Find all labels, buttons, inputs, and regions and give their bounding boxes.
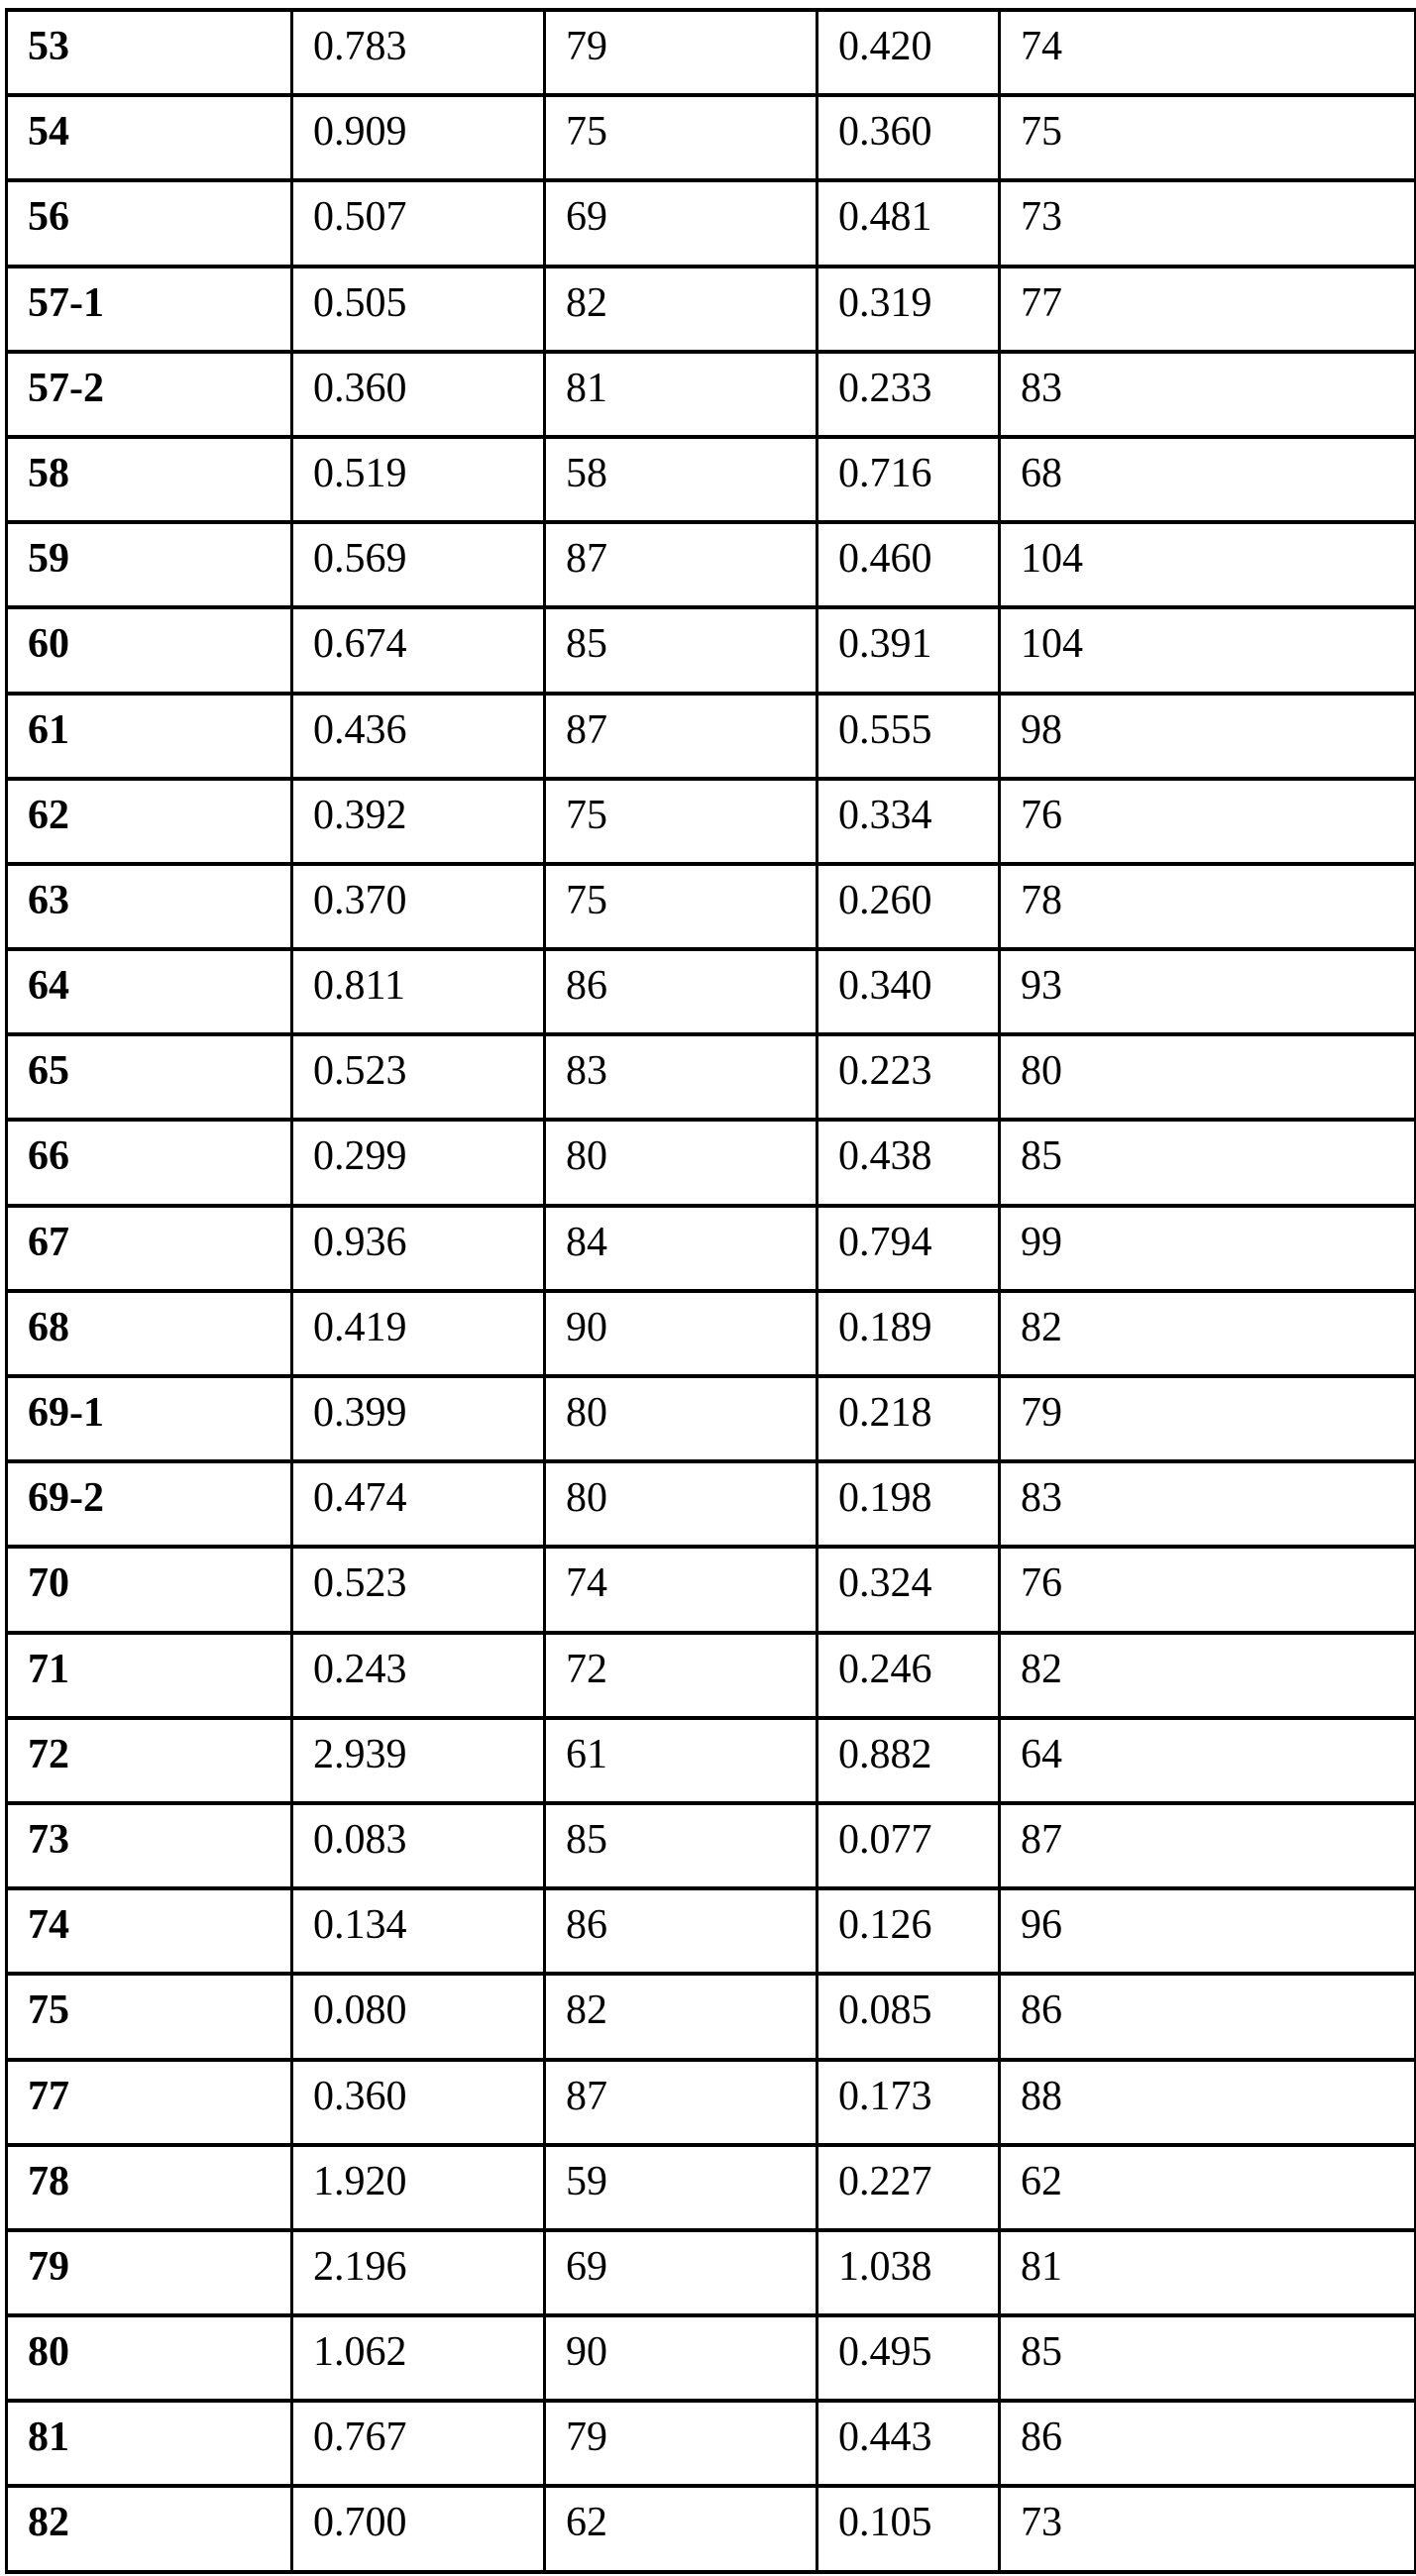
value-cell: 2.939 [292, 1718, 545, 1803]
row-id-cell: 81 [7, 2401, 292, 2486]
row-id-cell: 56 [7, 180, 292, 266]
value-cell: 85 [545, 1803, 817, 1888]
row-id-cell: 58 [7, 437, 292, 522]
value-cell: 69 [545, 180, 817, 266]
value-cell: 0.080 [292, 1974, 545, 2059]
value-cell: 90 [545, 1291, 817, 1376]
table-row [7, 1291, 1416, 1376]
value-cell: 80 [545, 1376, 817, 1461]
value-cell: 0.495 [817, 2315, 1000, 2401]
value-cell: 0.438 [817, 1120, 1000, 1205]
value-cell: 0.360 [817, 95, 1000, 180]
value-cell: 78 [1000, 864, 1416, 949]
value-cell: 0.246 [817, 1633, 1000, 1718]
table-row [7, 437, 1416, 522]
table-row [7, 1803, 1416, 1888]
value-cell: 82 [545, 267, 817, 352]
row-id-cell: 60 [7, 607, 292, 693]
value-cell: 0.419 [292, 1291, 545, 1376]
value-cell: 0.519 [292, 437, 545, 522]
value-cell: 80 [545, 1120, 817, 1205]
row-id-cell: 65 [7, 1034, 292, 1120]
row-id-cell: 57-2 [7, 352, 292, 437]
table-row [7, 1034, 1416, 1120]
value-cell: 73 [1000, 2486, 1416, 2572]
value-cell: 86 [1000, 1974, 1416, 2059]
row-id-cell: 69-2 [7, 1461, 292, 1547]
value-cell: 88 [1000, 2060, 1416, 2145]
row-id-cell: 62 [7, 779, 292, 864]
value-cell: 86 [1000, 2401, 1416, 2486]
value-cell: 64 [1000, 1718, 1416, 1803]
value-cell: 0.794 [817, 1206, 1000, 1291]
value-cell: 0.909 [292, 95, 545, 180]
value-cell: 84 [545, 1206, 817, 1291]
table-row [7, 2315, 1416, 2401]
value-cell: 0.077 [817, 1803, 1000, 1888]
value-cell: 82 [1000, 1633, 1416, 1718]
row-id-cell: 79 [7, 2230, 292, 2315]
value-cell: 0.189 [817, 1291, 1000, 1376]
value-cell: 0.555 [817, 694, 1000, 779]
value-cell: 72 [545, 1633, 817, 1718]
value-cell: 86 [545, 949, 817, 1034]
value-cell: 90 [545, 2315, 817, 2401]
value-cell: 96 [1000, 1888, 1416, 1974]
value-cell: 0.716 [817, 437, 1000, 522]
value-cell: 0.233 [817, 352, 1000, 437]
value-cell: 0.198 [817, 1461, 1000, 1547]
value-cell: 87 [1000, 1803, 1416, 1888]
row-id-cell: 71 [7, 1633, 292, 1718]
row-id-cell: 77 [7, 2060, 292, 2145]
value-cell: 73 [1000, 180, 1416, 266]
value-cell: 85 [1000, 2315, 1416, 2401]
value-cell: 104 [1000, 607, 1416, 693]
value-cell: 0.936 [292, 1206, 545, 1291]
table-row [7, 607, 1416, 693]
value-cell: 0.474 [292, 1461, 545, 1547]
table-row [7, 2486, 1416, 2572]
value-cell: 0.360 [292, 352, 545, 437]
value-cell: 0.334 [817, 779, 1000, 864]
value-cell: 0.243 [292, 1633, 545, 1718]
value-cell: 2.196 [292, 2230, 545, 2315]
value-cell: 74 [545, 1547, 817, 1632]
data-table [5, 8, 1416, 2574]
value-cell: 104 [1000, 522, 1416, 607]
value-cell: 87 [545, 694, 817, 779]
value-cell: 0.505 [292, 267, 545, 352]
value-cell: 0.340 [817, 949, 1000, 1034]
value-cell: 0.218 [817, 1376, 1000, 1461]
value-cell: 75 [1000, 95, 1416, 180]
table-row [7, 1547, 1416, 1632]
value-cell: 0.083 [292, 1803, 545, 1888]
row-id-cell: 53 [7, 10, 292, 95]
value-cell: 76 [1000, 1547, 1416, 1632]
table-row [7, 180, 1416, 266]
table-row [7, 95, 1416, 180]
value-cell: 0.173 [817, 2060, 1000, 2145]
table-row [7, 522, 1416, 607]
value-cell: 79 [1000, 1376, 1416, 1461]
table-row [7, 352, 1416, 437]
value-cell: 0.391 [817, 607, 1000, 693]
row-id-cell: 57-1 [7, 267, 292, 352]
table-row [7, 1206, 1416, 1291]
table-row [7, 1120, 1416, 1205]
value-cell: 0.481 [817, 180, 1000, 266]
value-cell: 85 [545, 607, 817, 693]
row-id-cell: 74 [7, 1888, 292, 1974]
table-row [7, 1718, 1416, 1803]
value-cell: 0.319 [817, 267, 1000, 352]
value-cell: 0.783 [292, 10, 545, 95]
row-id-cell: 80 [7, 2315, 292, 2401]
value-cell: 0.370 [292, 864, 545, 949]
value-cell: 62 [545, 2486, 817, 2572]
value-cell: 80 [545, 1461, 817, 1547]
value-cell: 0.569 [292, 522, 545, 607]
value-cell: 82 [545, 1974, 817, 2059]
value-cell: 0.399 [292, 1376, 545, 1461]
value-cell: 79 [545, 2401, 817, 2486]
value-cell: 87 [545, 522, 817, 607]
value-cell: 0.134 [292, 1888, 545, 1974]
value-cell: 85 [1000, 1120, 1416, 1205]
value-cell: 80 [1000, 1034, 1416, 1120]
value-cell: 86 [545, 1888, 817, 1974]
value-cell: 83 [545, 1034, 817, 1120]
row-id-cell: 70 [7, 1547, 292, 1632]
table-row [7, 2230, 1416, 2315]
row-id-cell: 68 [7, 1291, 292, 1376]
value-cell: 0.460 [817, 522, 1000, 607]
value-cell: 0.227 [817, 2145, 1000, 2230]
row-id-cell: 61 [7, 694, 292, 779]
row-id-cell: 59 [7, 522, 292, 607]
value-cell: 61 [545, 1718, 817, 1803]
value-cell: 0.105 [817, 2486, 1000, 2572]
table-row [7, 1461, 1416, 1547]
value-cell: 87 [545, 2060, 817, 2145]
row-id-cell: 63 [7, 864, 292, 949]
row-id-cell: 66 [7, 1120, 292, 1205]
table-row [7, 10, 1416, 95]
row-id-cell: 64 [7, 949, 292, 1034]
row-id-cell: 69-1 [7, 1376, 292, 1461]
value-cell: 0.085 [817, 1974, 1000, 2059]
value-cell: 75 [545, 779, 817, 864]
table-row [7, 694, 1416, 779]
value-cell: 69 [545, 2230, 817, 2315]
row-id-cell: 73 [7, 1803, 292, 1888]
value-cell: 58 [545, 437, 817, 522]
value-cell: 76 [1000, 779, 1416, 864]
value-cell: 0.674 [292, 607, 545, 693]
table-body [7, 10, 1416, 2572]
value-cell: 79 [545, 10, 817, 95]
value-cell: 0.700 [292, 2486, 545, 2572]
table-row [7, 779, 1416, 864]
table-row [7, 2145, 1416, 2230]
value-cell: 1.920 [292, 2145, 545, 2230]
value-cell: 0.523 [292, 1547, 545, 1632]
table-row [7, 1974, 1416, 2059]
row-id-cell: 78 [7, 2145, 292, 2230]
value-cell: 93 [1000, 949, 1416, 1034]
value-cell: 0.443 [817, 2401, 1000, 2486]
value-cell: 81 [545, 352, 817, 437]
table-row [7, 2060, 1416, 2145]
value-cell: 0.324 [817, 1547, 1000, 1632]
table-row [7, 864, 1416, 949]
table-row [7, 1633, 1416, 1718]
value-cell: 0.392 [292, 779, 545, 864]
value-cell: 98 [1000, 694, 1416, 779]
row-id-cell: 82 [7, 2486, 292, 2572]
value-cell: 77 [1000, 267, 1416, 352]
row-id-cell: 75 [7, 1974, 292, 2059]
value-cell: 74 [1000, 10, 1416, 95]
value-cell: 1.038 [817, 2230, 1000, 2315]
value-cell: 99 [1000, 1206, 1416, 1291]
table-row [7, 1376, 1416, 1461]
value-cell: 0.767 [292, 2401, 545, 2486]
value-cell: 0.523 [292, 1034, 545, 1120]
value-cell: 0.360 [292, 2060, 545, 2145]
table-row [7, 1888, 1416, 1974]
row-id-cell: 72 [7, 1718, 292, 1803]
table-row [7, 949, 1416, 1034]
value-cell: 81 [1000, 2230, 1416, 2315]
value-cell: 0.299 [292, 1120, 545, 1205]
value-cell: 62 [1000, 2145, 1416, 2230]
table-row [7, 2401, 1416, 2486]
value-cell: 0.223 [817, 1034, 1000, 1120]
value-cell: 1.062 [292, 2315, 545, 2401]
value-cell: 0.126 [817, 1888, 1000, 1974]
value-cell: 68 [1000, 437, 1416, 522]
value-cell: 0.811 [292, 949, 545, 1034]
value-cell: 82 [1000, 1291, 1416, 1376]
value-cell: 0.260 [817, 864, 1000, 949]
value-cell: 0.507 [292, 180, 545, 266]
row-id-cell: 67 [7, 1206, 292, 1291]
row-id-cell: 54 [7, 95, 292, 180]
value-cell: 75 [545, 864, 817, 949]
value-cell: 59 [545, 2145, 817, 2230]
value-cell: 0.882 [817, 1718, 1000, 1803]
value-cell: 0.420 [817, 10, 1000, 95]
value-cell: 83 [1000, 352, 1416, 437]
value-cell: 0.436 [292, 694, 545, 779]
value-cell: 83 [1000, 1461, 1416, 1547]
table-row [7, 267, 1416, 352]
value-cell: 75 [545, 95, 817, 180]
